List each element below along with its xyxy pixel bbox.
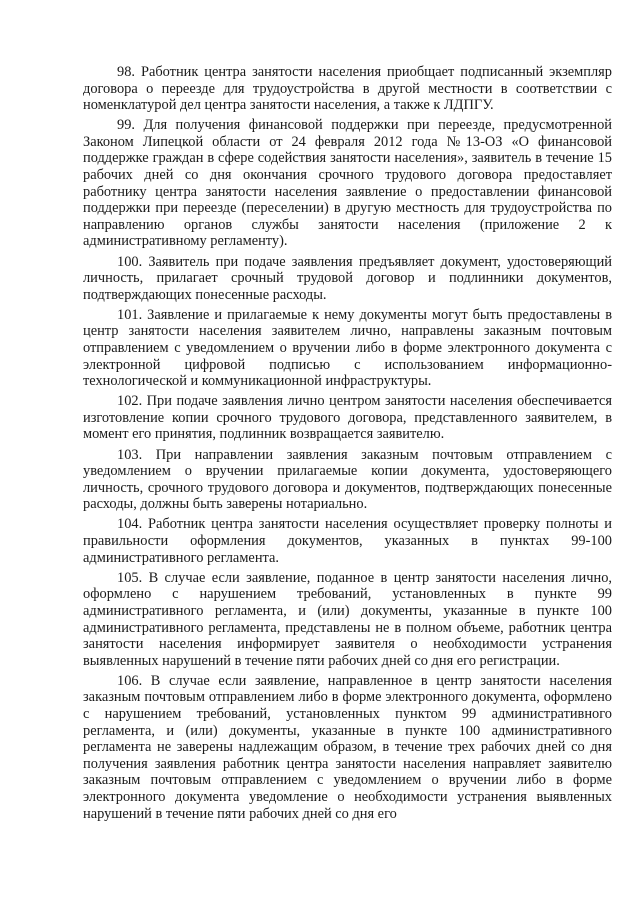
paragraph-101: 101. Заявление и прилагаемые к нему документы могут быть предоставлены в центр занятости населения заявителем лично, направлены заказным почтовым отправлением с уведомлением о вручении либо в форме электронного документа с электронной цифровой подписью с использованием информационно-технологической и коммуникационной инфраструктуры. — [83, 306, 612, 390]
paragraph-100: 100. Заявитель при подаче заявления предъявляет документ, удостоверяющий личность, прилагает срочный трудовой договор и подлинники документов, подтверждающих понесенные расходы. — [83, 253, 612, 303]
paragraph-106: 106. В случае если заявление, направленное в центр занятости населения заказным почтовым отправлением либо в форме электронного документа, оформлено с нарушением требований, установленных пунктом 99 административного регламента, и (или) документы, указанные в пункте 100 административного регламента не заверены надлежащим образом, в течение трех рабочих дней со дня получения заявления работник центра занятости населения направляет заявителю заказным почтовым отправлением с уведомлением о вручении либо в форме электронного документа уведомление о необходимости устранения выявленных нарушений в течение пяти рабочих дней со дня его — [83, 672, 612, 822]
paragraph-98: 98. Работник центра занятости населения приобщает подписанный экземпляр договора о переезде для трудоустройства в другой местности в соответствии с номенклатурой дел центра занятости населения, а также к ЛДПГУ. — [83, 64, 612, 114]
paragraph-104: 104. Работник центра занятости населения осуществляет проверку полноты и правильности оформления документов, указанных в пунктах 99-100 административного регламента. — [83, 516, 612, 566]
paragraph-105: 105. В случае если заявление, поданное в центр занятости населения лично, оформлено с нарушением требований, установленных в пункте 99 административного регламента, и (или) документы, указанные в пункте 100 административного регламента, представлены не в полном объеме, работник центра занятости населения информирует заявителя о необходимости устранения выявленных нарушений в течение пяти рабочих дней со дня его регистрации. — [83, 569, 612, 669]
paragraph-103: 103. При направлении заявления заказным почтовым отправлением с уведомлением о вручении прилагаемые копии документа, удостоверяющего личность, срочного трудового договора и документов, подтверждающих понесенные расходы, должны быть заверены нотариально. — [83, 446, 612, 513]
paragraph-99: 99. Для получения финансовой поддержки при переезде, предусмотренной Законом Липецкой области от 24 февраля 2012 года №13-ОЗ «О финансовой поддержке граждан в сфере содействия занятости населения», заявитель в течение 15 рабочих дней со дня окончания срочного трудового договора предоставляет работнику центра занятости населения заявление о предоставлении финансовой поддержки при переезде (переселении) в другую местность для трудоустройства по направлению органов службы занятости населения (приложение 2 к административному регламенту). — [83, 117, 612, 250]
paragraph-102: 102. При подаче заявления лично центром занятости населения обеспечивается изготовление копии срочного трудового договора, представленного заявителем, в момент его принятия, подлинник возвращается заявителю. — [83, 393, 612, 443]
